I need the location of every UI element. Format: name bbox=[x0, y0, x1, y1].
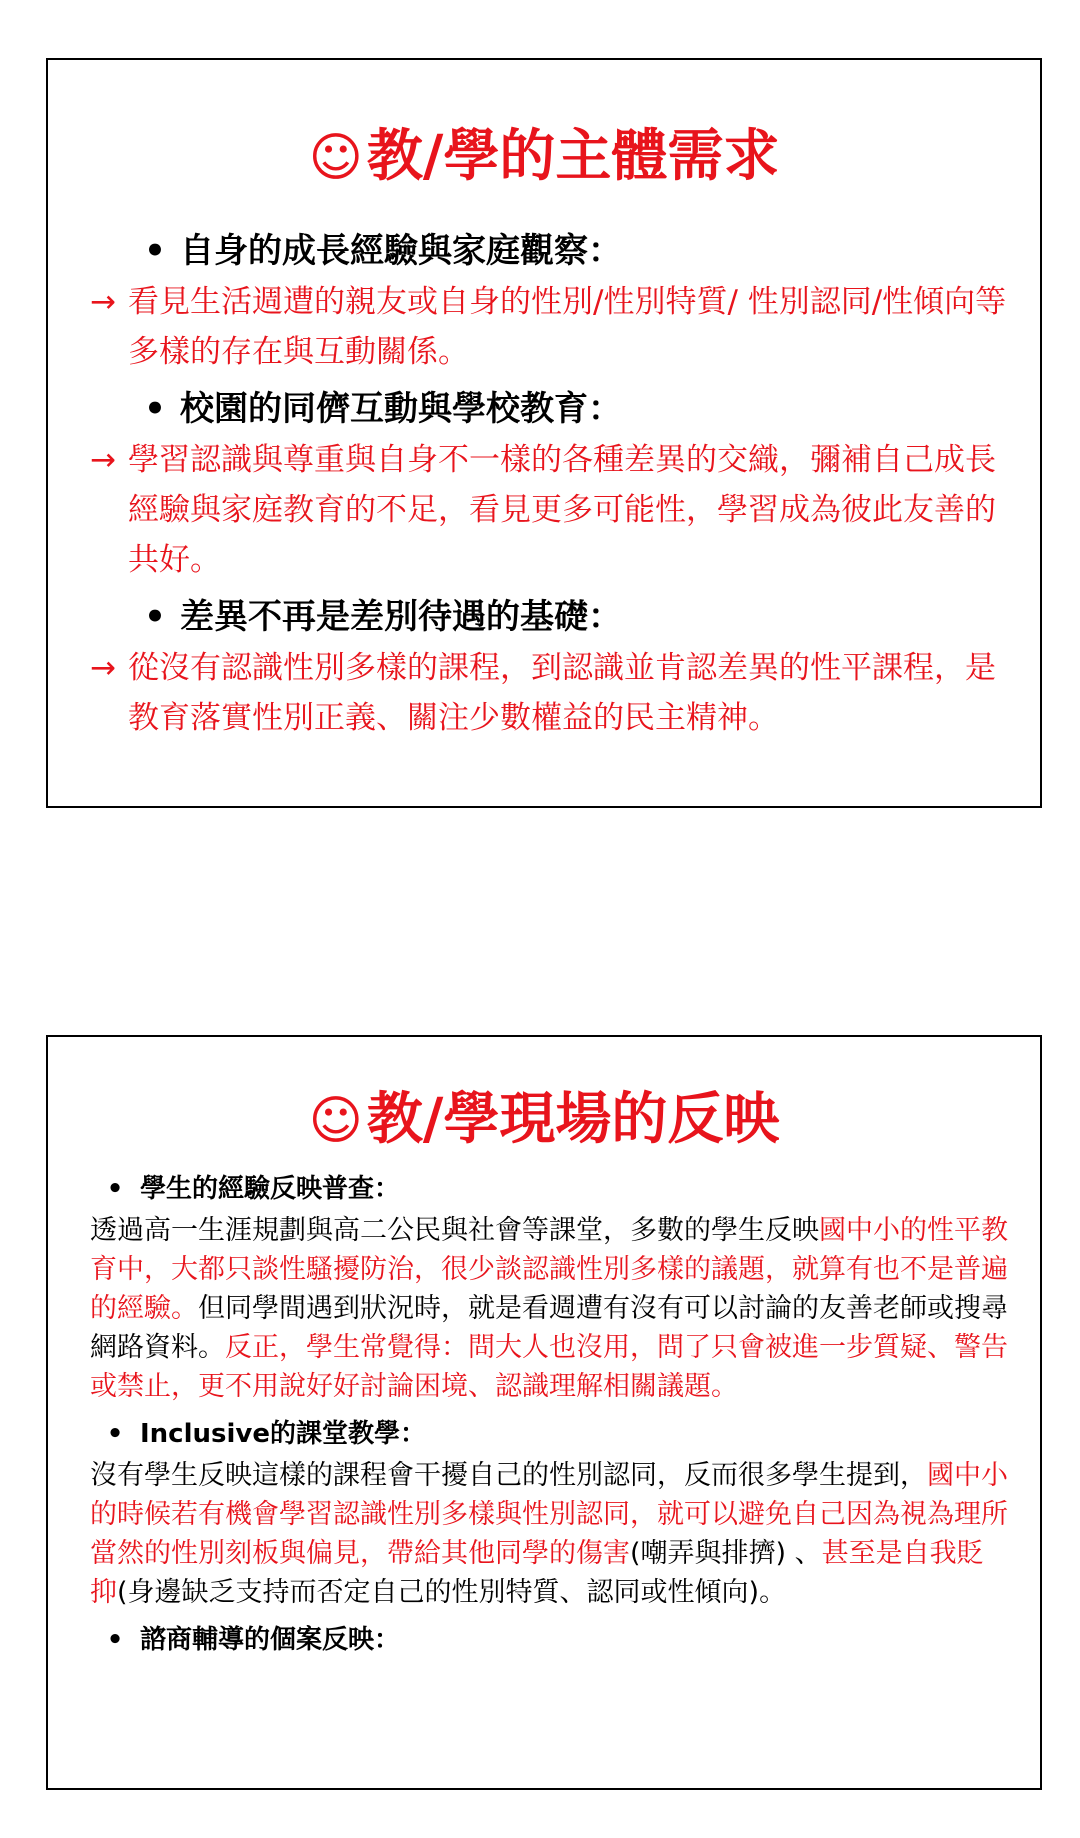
section-heading: Inclusive的課堂教學： bbox=[140, 1419, 426, 1449]
bullet-dot-icon: • bbox=[106, 1174, 124, 1204]
smiley-icon: ☺ bbox=[308, 1091, 363, 1151]
bullet-heading bbox=[90, 1167, 1010, 1211]
slide2-title-text: 教/學現場的反映 bbox=[366, 1087, 780, 1152]
bullet-dot-icon: • bbox=[144, 597, 166, 637]
slide1-body bbox=[90, 225, 1022, 749]
bullet-dot-icon: • bbox=[144, 231, 166, 271]
bullet-heading bbox=[90, 1412, 1010, 1456]
arrow-right-icon: → bbox=[90, 442, 116, 478]
arrow-paragraph bbox=[90, 435, 1022, 585]
bullet-dot-icon: • bbox=[144, 389, 166, 429]
text-run: (嘲弄與排擠) 、 bbox=[630, 1538, 822, 1569]
arrow-right-icon: → bbox=[90, 284, 116, 320]
bullet-heading bbox=[90, 1618, 1010, 1662]
slide2-body bbox=[90, 1167, 1010, 1662]
text-run: 但同學間遇到狀況時，就是看週遭有沒有可以討論的友善老師或搜尋網路資料。 bbox=[90, 1293, 1008, 1363]
text-run: 沒有學生反映這樣的課程會干擾自己的性別認同，反而很多學生提到， bbox=[90, 1460, 927, 1491]
bullet-heading bbox=[130, 383, 1022, 435]
arrow-paragraph bbox=[90, 277, 1022, 377]
bullet-dot-icon: • bbox=[106, 1625, 124, 1655]
bullet-heading bbox=[130, 225, 1022, 277]
arrow-right-icon: → bbox=[90, 650, 116, 686]
slide-field-feedback bbox=[46, 1035, 1042, 1790]
paragraph bbox=[90, 1456, 1010, 1612]
section-heading: 自身的成長經驗與家庭觀察： bbox=[180, 231, 622, 271]
text-run-highlight: 反正，學生常覺得：問大人也沒用，問了只會被進一步質疑、警告或禁止，更不用說好好討論困境、認識理解相關議題。 bbox=[90, 1332, 1008, 1402]
section-heading: 諮商輔導的個案反映： bbox=[140, 1625, 401, 1655]
slide1-title bbox=[48, 122, 1040, 193]
section-heading: 差異不再是差別待遇的基礎： bbox=[180, 597, 622, 637]
section-heading: 學生的經驗反映普查： bbox=[140, 1174, 401, 1204]
text-run-highlight: 國中小的時候若有機會學習認識性別多樣與性別認同，就可以避免自己因為視為理所當然的性別刻板與偏見，帶給其他同學的傷害 bbox=[90, 1460, 1008, 1569]
slide-teaching-learning-needs bbox=[46, 58, 1042, 808]
section-heading: 校園的同儕互動與學校教育： bbox=[180, 389, 622, 429]
slide1-title-text: 教/學的主體需求 bbox=[366, 124, 780, 189]
bullet-dot-icon: • bbox=[106, 1419, 124, 1449]
smiley-icon: ☺ bbox=[308, 128, 363, 188]
text-run-highlight: 甚至是自我貶抑 bbox=[90, 1538, 984, 1608]
text-run-highlight: 國中小的性平教育中，大都只談性騷擾防治，很少談認識性別多樣的議題，就算有也不是普遍的經驗。 bbox=[90, 1215, 1008, 1324]
slide2-title bbox=[48, 1085, 1040, 1156]
arrow-paragraph bbox=[90, 643, 1022, 743]
paragraph-text: 從沒有認識性別多樣的課程，到認識並肯認差異的性平課程，是教育落實性別正義、關注少數權益的民主精神。 bbox=[128, 650, 996, 736]
paragraph-text: 看見生活週遭的親友或自身的性別/性別特質/ 性別認同/性傾向等多樣的存在與互動關係。 bbox=[128, 284, 1007, 370]
paragraph bbox=[90, 1211, 1010, 1406]
paragraph-text: 學習認識與尊重與自身不一樣的各種差異的交織，彌補自己成長經驗與家庭教育的不足，看見更多可能性，學習成為彼此友善的共好。 bbox=[128, 442, 996, 578]
bullet-heading bbox=[130, 591, 1022, 643]
text-run: (身邊缺乏支持而否定自己的性別特質、認同或性傾向)。 bbox=[117, 1577, 787, 1608]
text-run: 透過高一生涯規劃與高二公民與社會等課堂，多數的學生反映 bbox=[90, 1215, 819, 1246]
